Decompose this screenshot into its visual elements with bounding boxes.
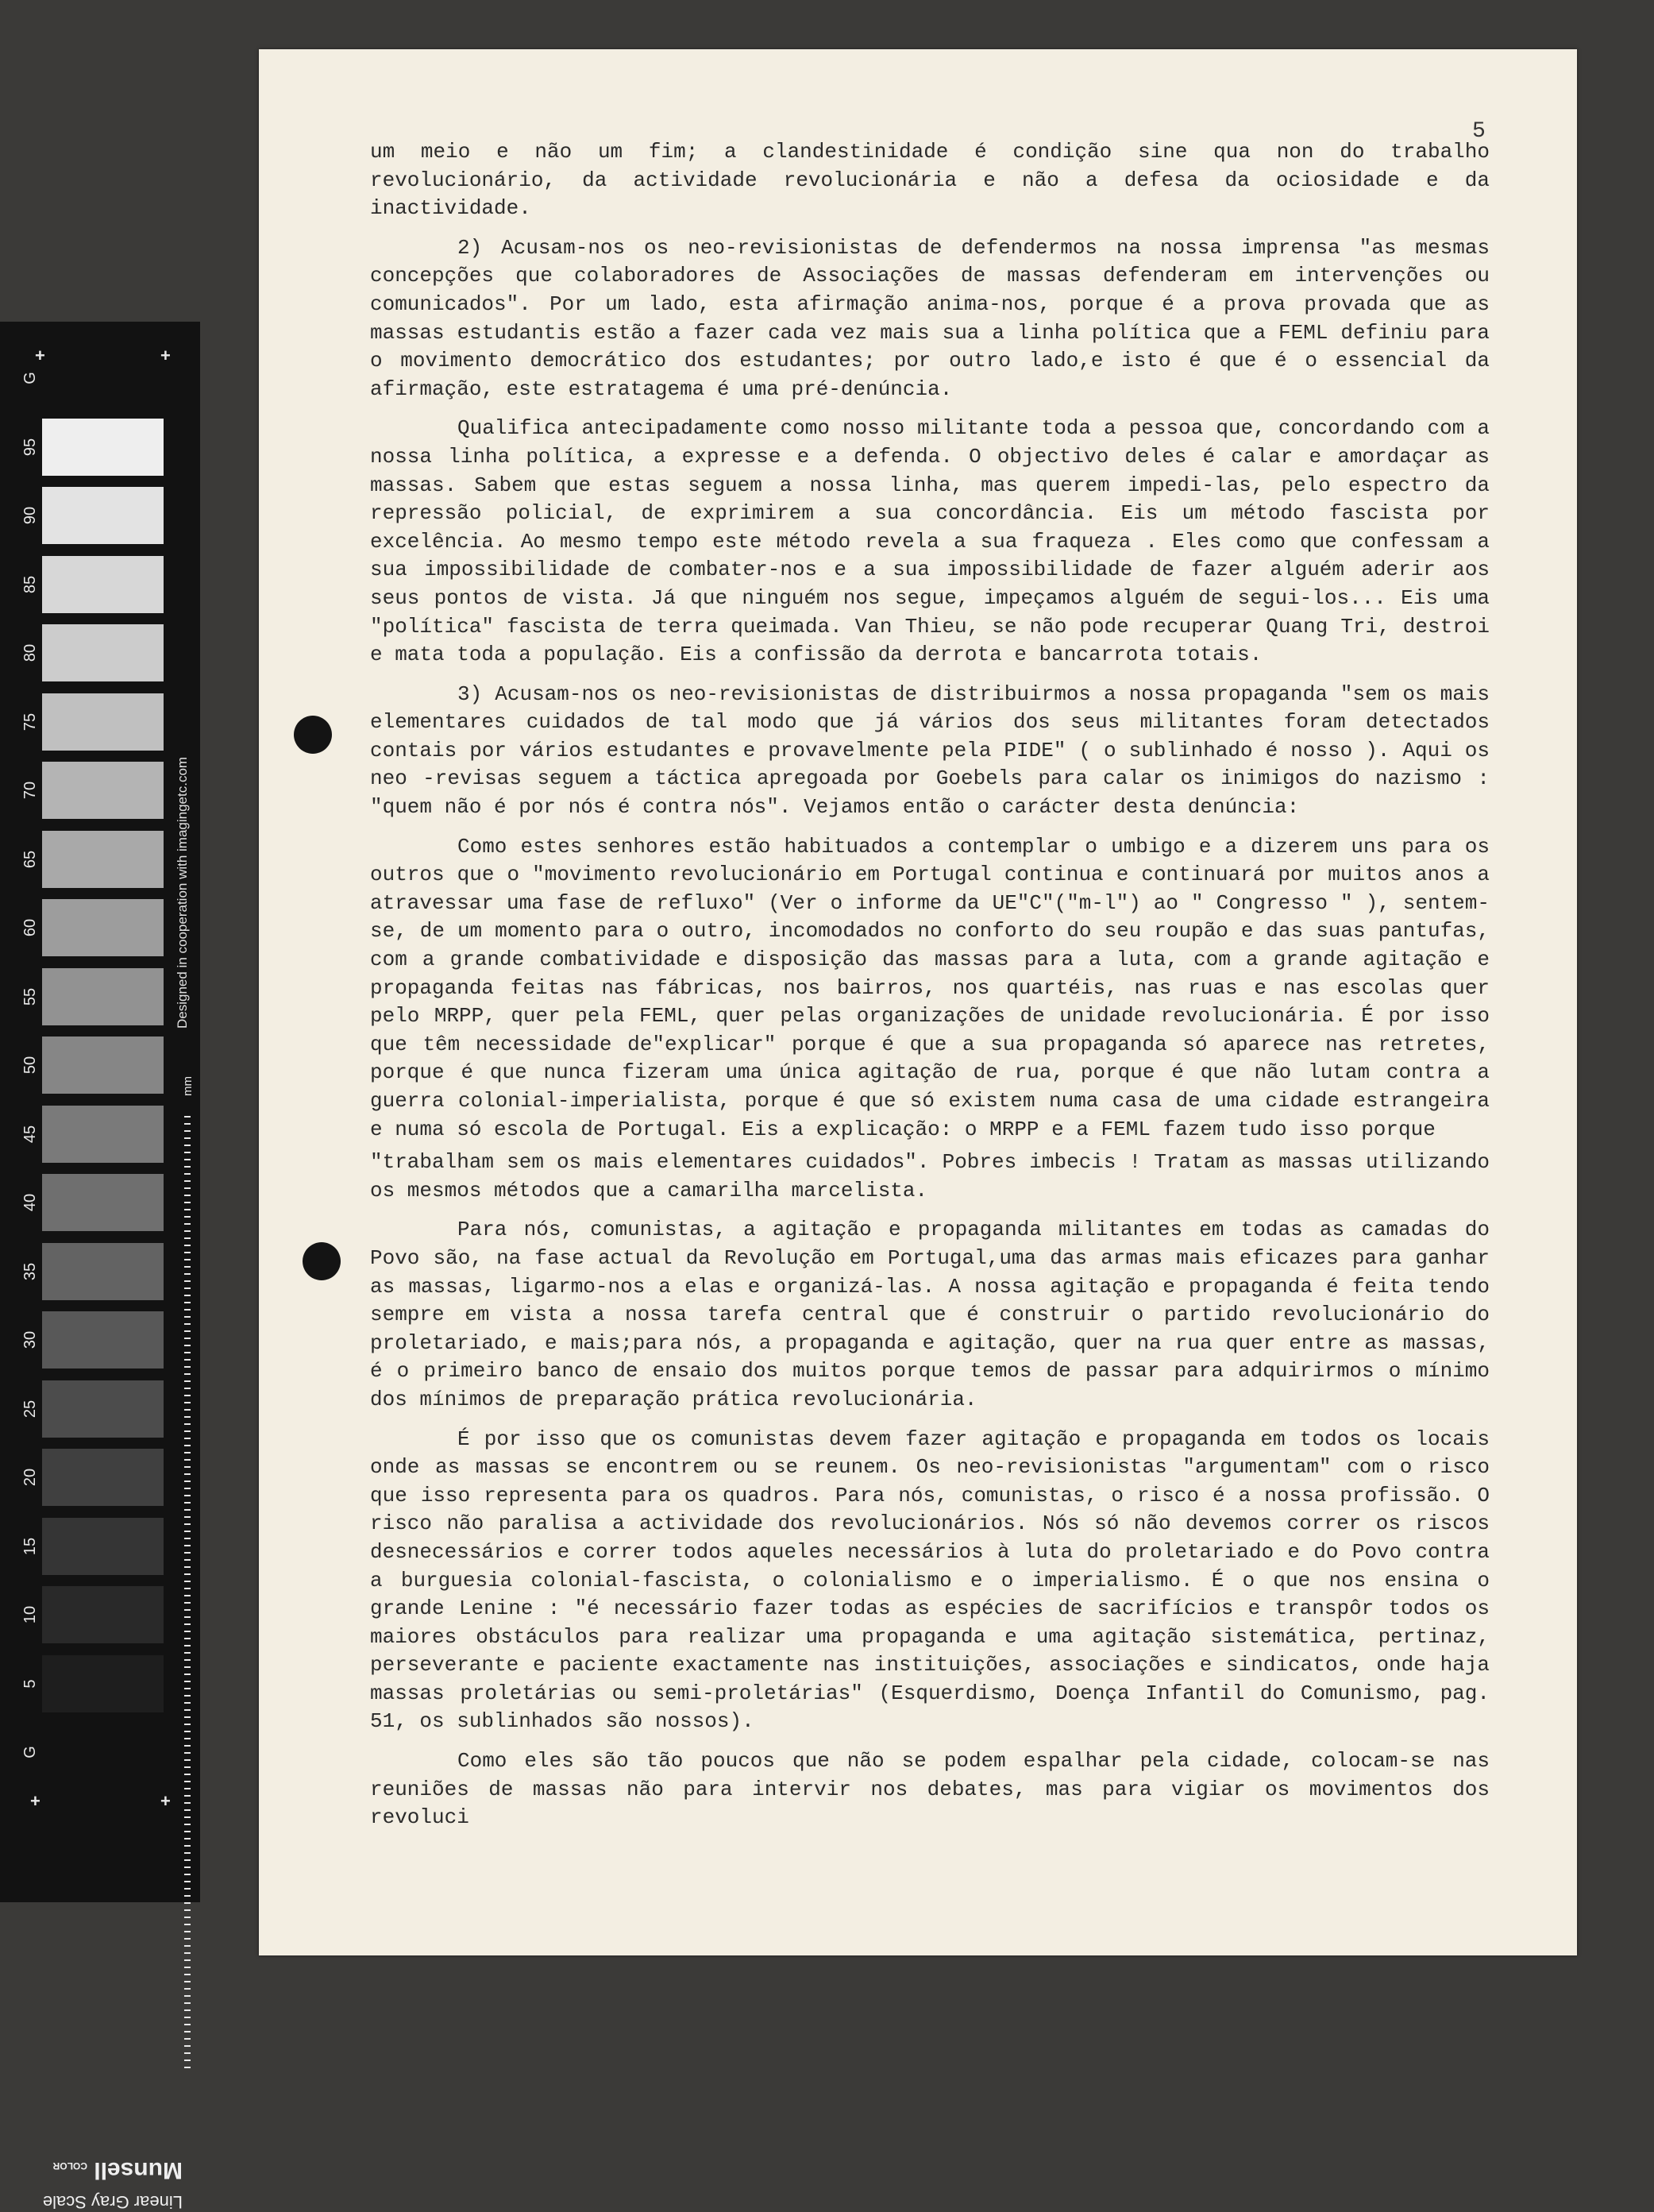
paragraph: É por isso que os comunistas devem fazer agitação e propaganda em todos os locais onde as massas se encontrem ou se reunem. Os neo-revisionistas "argumentam" com o risco que isso representa para os quadros. Para nós, comunistas, o risco é a nossa profissão. O risco não paralisa a actividade dos revolucionários. Nós só não devemos correr os riscos desnecessários e correr todos aqueles necessários à luta do proletariado e do Povo contra a burguesia colonial-fascista, o colonialismo e o imperialismo. É o que nos ensina o grande Lenine : "é necessário fazer todas as espécies de sacrifícios e transpôr todos os maiores obstáculos para realizar uma propaganda e uma agitação sistemática, pertinaz, perseverante e paciente exactamente nas instituições, associações e sindicatos, onde haja massas proletárias ou semi-proletárias" (Esquerdismo, Doença Infantil do Comunismo, pag. 51, os sublinhados são nossos). (370, 1426, 1490, 1734)
gray-patch (42, 762, 164, 819)
gray-patch (42, 968, 164, 1025)
gray-patch (42, 1655, 164, 1712)
gray-patch (42, 1586, 164, 1643)
gray-patch (42, 899, 164, 956)
gray-patch (42, 1724, 164, 1781)
gray-patch (42, 831, 164, 888)
paragraph: Qualifica antecipadamente como nosso militante toda a pessoa que, concordando com a nossa linha política, a expresse e a defenda. O objectivo deles é calar e amordaçar as massas. Sabem que estas seguem a nossa linha, mas querem impedi-las, pelo espectro da repressão policial, de exprimirem a sua concordância. Eis um método fascista por excelência. Ao mesmo tempo este método revela a sua fraqueza . Eles como que confessam a sua impossibilidade de combater-nos e a sua impossibilidade de fazer alguém aderir aos seus pontos de vista. Já que ninguém nos segue, impeçamos alguém de segui-los... Eis uma "política" fascista de terra queimada. Van Thieu, se não pode recuperar Quang Tri, destroi e mata toda a população. Eis a confissão da derrota e bancarrota totais. (370, 416, 1490, 667)
gray-scale-target: G 95 90 85 80 75 70 65 60 55 50 45 40 35 30 25 20 15 10 5 G + + + + Designed in cooperation with imagingetc.com mm Linear Gray Scale Munsell COLOR (0, 322, 200, 1902)
crosshair-mark: + (160, 1791, 171, 1811)
gray-patch (42, 1106, 164, 1163)
gray-patch (42, 487, 164, 544)
gray-scale-brand (24, 2148, 183, 2212)
gray-patch-label: 25 (21, 1399, 39, 1418)
paragraph: "trabalham sem os mais elementares cuidados". Pobres imbecis ! Tratam as massas utilizando os mesmos métodos que a camarilha marcelista. (370, 1150, 1490, 1203)
gray-patch-label: 75 (21, 712, 39, 731)
gray-patch-label: 70 (21, 781, 39, 800)
crosshair-mark: + (30, 1791, 40, 1811)
gray-patch-label: 65 (21, 850, 39, 868)
gray-patch-label: 30 (21, 1330, 39, 1349)
gray-patch-label: 50 (21, 1056, 39, 1075)
punch-hole (303, 1242, 341, 1280)
crosshair-mark: + (35, 346, 45, 365)
gray-patch-label: 5 (21, 1678, 39, 1689)
paragraph: 2) Acusam-nos os neo-revisionistas de defendermos na nossa imprensa "as mesmas concepções que colaboradores de Associações de massas defenderam em intervenções ou comunicados". Por um lado, esta afirmação anima-nos, porque é a prova provada que as massas estudantis estão a fazer cada vez mais sua a linha política que a FEML definiu para o movimento democrático dos estudantes; por outro lado,e isto é que é o essencial da afirmação, este estratagema é uma pré-denúncia. (370, 235, 1490, 401)
paragraph: 3) Acusam-nos os neo-revisionistas de distribuirmos a nossa propaganda "sem os mais elementares cuidados de tal modo que já vários dos seus militantes foram detectados contais por vários estudantes e provavelmente pela PIDE" ( o sublinhado é nosso ). Aqui os neo -revisas seguem a táctica apregoada por Goebels para calar os inimigos do nazismo : "quem não é por nós é contra nós". Vejamos então o carácter desta denúncia: (370, 681, 1490, 820)
gray-patch (42, 1380, 164, 1438)
gray-patch (42, 693, 164, 751)
gray-patch-label: 35 (21, 1262, 39, 1280)
gray-patch-label: G (21, 372, 39, 384)
gray-patch (42, 1311, 164, 1369)
gray-scale-title: Linear Gray Scale (42, 2192, 183, 2212)
paragraph: Como estes senhores estão habituados a contemplar o umbigo e a dizerem uns para os outros que o "movimento revolucionário em Portugal continua e continuará por muitos anos a atravessar uma fase de refluxo" (Ver o informe da UE"C"("m-l") ao " Congresso " ), sentem-se, de um momento para o outro, incomodados no conforto do seu roupão e das suas pantufas, com a grande combatividade e disposição das massas para a luta, com a grande agitação e propaganda feitas nas fábricas, nos bairros, nos quartéis, nas ruas e nas escolas quer pelo MRPP, quer pela FEML, quer pelas organizações de unidade revolucionária. É por isso que têm necessidade de"explicar" porque é que a sua propaganda só aparece nas retretes, porque é que nunca fizeram uma única agitação de rua, porque é que não lutam contra a guerra colonial-imperialista, porque é que só existem numa casa de uma cidade estrangeira e numa só escola de Portugal. Eis a explicação: o MRPP e a FEML fazem tudo isso porque (370, 834, 1490, 1141)
crosshair-mark: + (160, 346, 171, 365)
paragraph: Para nós, comunistas, a agitação e propaganda militantes em todas as camadas do Povo são, na fase actual da Revolução em Portugal,uma das armas mais eficazes para ganhar as massas, ligarmo-nos a elas e organizá-las. A nossa agitação e propaganda é feita tendo sempre em vista a nossa tarefa central que é construir o partido revolucionário do proletariado, e mais;para nós, a propaganda e agitação, quer na rua quer entre as massas, é o primeiro banco de ensaio dos muitos porque temos de passar para adquirirmos o mínimo dos mínimos de preparação prática revolucionária. (370, 1218, 1490, 1411)
gray-patch-label: 95 (21, 438, 39, 456)
paragraph: Como eles são tão poucos que não se podem espalhar pela cidade, colocam-se nas reuniões de massas não para intervir nos debates, mas para vigiar os movimentos dos revoluci (370, 1749, 1490, 1830)
gray-patch-label: 80 (21, 643, 39, 662)
gray-patch-label: 85 (21, 575, 39, 593)
gray-patch (42, 1037, 164, 1094)
gray-patch-label: 15 (21, 1537, 39, 1555)
gray-patch (42, 1174, 164, 1231)
gray-patch-label: 40 (21, 1193, 39, 1212)
gray-patch (42, 1243, 164, 1300)
gray-patch (42, 624, 164, 681)
gray-patch-label: 60 (21, 918, 39, 937)
gray-patch-label: 90 (21, 506, 39, 525)
gray-patch-label: 10 (21, 1605, 39, 1624)
typewritten-body (370, 138, 1490, 1843)
gray-patch-label: 55 (21, 987, 39, 1006)
brand-logo: Munsell COLOR (52, 2157, 183, 2183)
gray-patch-label: 20 (21, 1468, 39, 1487)
gray-patch-label: 45 (21, 1125, 39, 1143)
paragraph: um meio e não um fim; a clandestinidade é condição sine qua non do trabalho revolucionário, da actividade revolucionária e não a defesa da ociosidade e da inactividade. (370, 140, 1490, 221)
mm-ruler (184, 1116, 195, 2069)
ruler-unit: mm (181, 1076, 195, 1096)
gray-patch (42, 556, 164, 613)
gray-patch (42, 1518, 164, 1575)
gray-patch (42, 349, 164, 407)
page-number: 5 (1472, 119, 1486, 144)
gray-patch (42, 419, 164, 476)
document-page (259, 49, 1577, 1955)
gray-patch-label: G (21, 1746, 39, 1758)
gray-patch (42, 1449, 164, 1506)
punch-hole (294, 716, 332, 754)
